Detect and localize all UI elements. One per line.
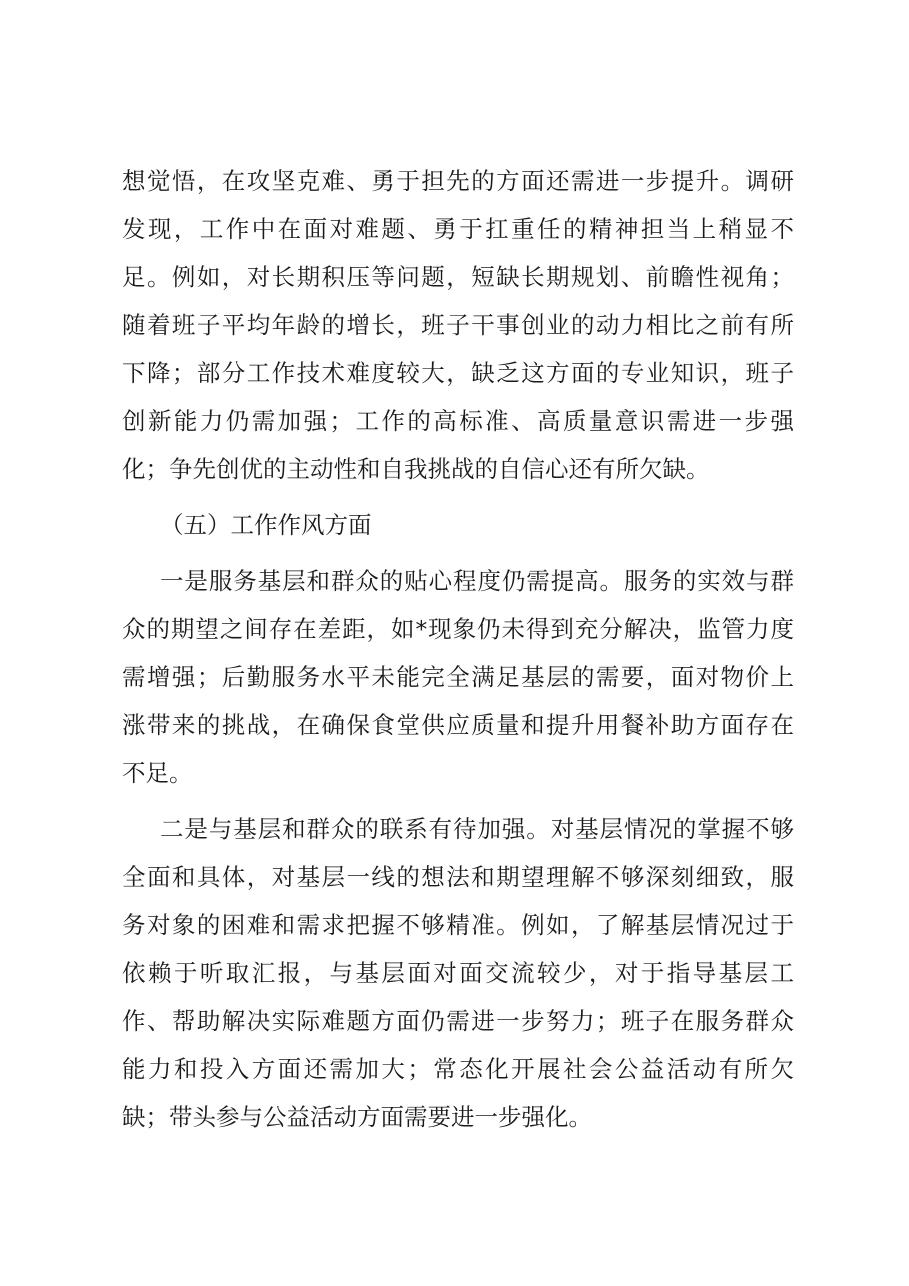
paragraph-line: 随着班子平均年龄的增长，班子干事创业的动力相比之前有所 (122, 311, 794, 339)
paragraph-line: 需增强；后勤服务水平未能完全满足基层的需要，面对物价上 (122, 663, 794, 691)
paragraph-line: 想觉悟，在攻坚克难、勇于担先的方面还需进一步提升。调研 (122, 167, 794, 195)
paragraph-line: 缺；带头参与公益活动方面需要进一步强化。 (122, 1103, 592, 1131)
section-heading: （五）工作作风方面 (160, 511, 372, 539)
paragraph-line: 能力和投入方面还需加大；常态化开展社会公益活动有所欠 (122, 1055, 794, 1083)
paragraph-line: 发现，工作中在面对难题、勇于扛重任的精神担当上稍显不 (122, 215, 794, 243)
paragraph-line: 化；争先创优的主动性和自我挑战的自信心还有所欠缺。 (122, 455, 710, 483)
paragraph-line: 作、帮助解决实际难题方面仍需进一步努力；班子在服务群众 (122, 1007, 794, 1035)
paragraph-line: 一是服务基层和群众的贴心程度仍需提高。服务的实效与群 (160, 567, 794, 595)
paragraph-line: 务对象的困难和需求把握不够精准。例如，了解基层情况过于 (122, 911, 794, 939)
paragraph-line: 全面和具体，对基层一线的想法和期望理解不够深刻细致，服 (122, 863, 794, 891)
paragraph-line: 足。例如，对长期积压等问题，短缺长期规划、前瞻性视角； (122, 263, 794, 291)
paragraph-line: 创新能力仍需加强；工作的高标准、高质量意识需进一步强 (122, 407, 794, 435)
paragraph-line: 依赖于听取汇报，与基层面对面交流较少，对于指导基层工 (122, 959, 794, 987)
paragraph-line: 涨带来的挑战，在确保食堂供应质量和提升用餐补助方面存在 (122, 711, 794, 739)
paragraph-line: 二是与基层和群众的联系有待加强。对基层情况的掌握不够 (160, 815, 794, 843)
paragraph-line: 不足。 (122, 759, 193, 787)
paragraph-line: 众的期望之间存在差距，如*现象仍未得到充分解决，监管力度 (122, 615, 794, 643)
paragraph-line: 下降；部分工作技术难度较大，缺乏这方面的专业知识，班子 (122, 359, 794, 387)
